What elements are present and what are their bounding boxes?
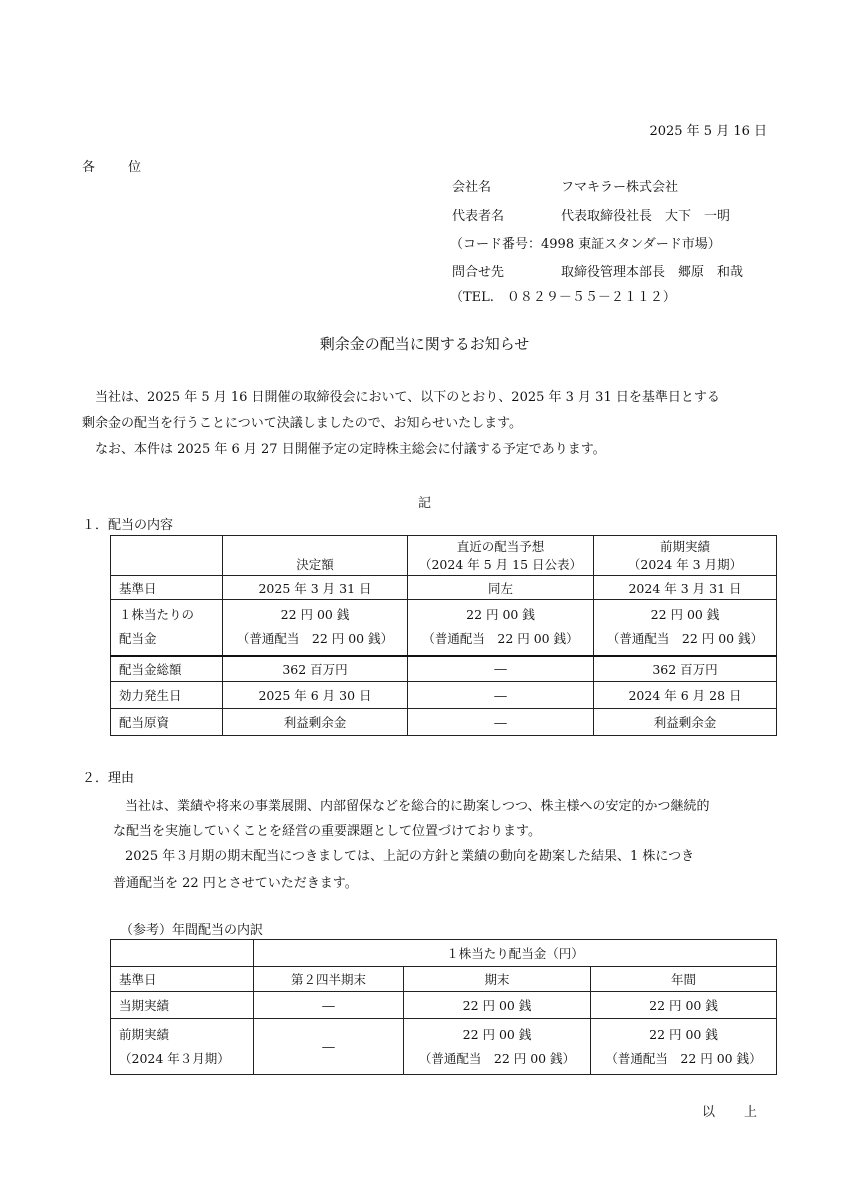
table-row <box>111 656 777 682</box>
row-label-previous <box>111 1019 254 1075</box>
col-forecast-title: 直近の配当予想 <box>456 538 545 554</box>
addressee: 各 位 <box>82 160 152 175</box>
cell-forecast: ― <box>408 682 594 709</box>
cell-forecast-ordinary: （普通配当 22 円 00 銭） <box>422 631 579 647</box>
section-2-heading: ２．理由 <box>82 771 135 786</box>
cell-decided: 2025 年 3 月 31 日 <box>223 576 408 600</box>
col-forecast <box>408 536 594 576</box>
cell-previous: 2024 年 6 月 28 日 <box>594 682 777 709</box>
col-q2: 第２四半期末 <box>254 967 404 992</box>
cell-decided-amount: 22 円 00 銭 <box>280 607 350 623</box>
cell-previous-amount: 22 円 00 銭 <box>650 607 720 623</box>
empty-header-cell <box>111 536 223 576</box>
reason-line-1: 当社は、業績や将来の事業展開、内部留保などを総合的に勘案しつつ、株主様への安定的かつ継続的 <box>125 799 710 814</box>
contact-label: 問合せ先 <box>452 265 505 280</box>
col-previous <box>594 536 777 576</box>
cell-previous: 2024 年 3 月 31 日 <box>594 576 777 600</box>
row-label-current: 当期実績 <box>111 992 254 1019</box>
annual-dividend-table <box>110 939 777 1075</box>
table-row <box>111 682 777 709</box>
cell-year-end <box>404 1019 591 1075</box>
col-previous-period: （2024 年 3 月期） <box>627 556 743 572</box>
cell-forecast <box>408 600 594 656</box>
reason-line-3: 2025 年３月期の期末配当につきましては、上記の方針と業績の動向を勘案した結果、1 株につき <box>125 849 695 864</box>
col-forecast-date: （2024 年 5 月 15 日公表） <box>418 556 583 572</box>
col-record-date: 基準日 <box>111 967 254 992</box>
intro-line-2: 剰余金の配当を行うことについて決議しましたので、お知らせいたします。 <box>82 416 523 431</box>
table-header-row <box>111 536 777 576</box>
col-previous-title: 前期実績 <box>659 538 710 554</box>
row-label-total: 配当金総額 <box>111 656 223 682</box>
reason-line-4: 普通配当を 22 円とさせていただきます。 <box>113 876 358 891</box>
table-header-row <box>111 940 777 967</box>
row-label-effective-date: 効力発生日 <box>111 682 223 709</box>
cell-previous-ordinary: （普通配当 22 円 00 銭） <box>606 631 764 647</box>
cell-decided: 利益剰余金 <box>223 709 408 736</box>
previous-label-2: （2024 年３月期） <box>119 1050 230 1066</box>
contact-value: 取締役管理本部長 郷原 和哉 <box>561 265 744 280</box>
table-row <box>111 576 777 600</box>
intro-line-3: なお、本件は 2025 年 6 月 27 日開催予定の定時株主総会に付議する予定であります。 <box>82 442 606 457</box>
table-row <box>111 709 777 736</box>
cell-decided: 2025 年 6 月 30 日 <box>223 682 408 709</box>
representative-value: 代表取締役社長 大下 一明 <box>561 209 731 224</box>
per-share-label-1: １株当たりの <box>119 607 195 623</box>
cell-year-end-amount: 22 円 00 銭 <box>462 1026 532 1042</box>
cell-q2: ― <box>254 1019 404 1075</box>
previous-label-1: 前期実績 <box>119 1026 170 1042</box>
group-header: １株当たり配当金（円） <box>254 940 777 967</box>
reference-caption: （参考）年間配当の内訳 <box>120 923 264 938</box>
row-label-source: 配当原資 <box>111 709 223 736</box>
stock-code: （コード番号：4998 東証スタンダード市場） <box>450 237 721 252</box>
document-title: 剰余金の配当に関するお知らせ <box>319 335 530 353</box>
table-row <box>111 600 777 656</box>
row-label-per-share <box>111 600 223 656</box>
col-annual: 年間 <box>591 967 777 992</box>
cell-previous: 利益剰余金 <box>594 709 777 736</box>
reason-line-2: な配当を実施していくことを経営の重要課題として位置づけております。 <box>113 824 541 839</box>
cell-annual <box>591 1019 777 1075</box>
cell-previous <box>594 600 777 656</box>
company-name-value: フマキラー株式会社 <box>561 180 679 195</box>
cell-forecast: ― <box>408 656 594 682</box>
telephone: （TEL. ０８２９－５５－２１１２） <box>450 290 676 305</box>
cell-year-end: 22 円 00 銭 <box>404 992 591 1019</box>
table-row <box>111 1019 777 1075</box>
empty-header-cell <box>111 940 254 967</box>
cell-decided <box>223 600 408 656</box>
table-row <box>111 992 777 1019</box>
cell-forecast: ― <box>408 709 594 736</box>
col-decided: 決定額 <box>223 536 408 576</box>
row-label-record-date: 基準日 <box>111 576 223 600</box>
col-year-end: 期末 <box>404 967 591 992</box>
cell-previous: 362 百万円 <box>594 656 777 682</box>
cell-q2: ― <box>254 992 404 1019</box>
cell-year-end-ordinary: （普通配当 22 円 00 銭） <box>418 1050 576 1066</box>
cell-annual-ordinary: （普通配当 22 円 00 銭） <box>605 1050 762 1066</box>
closing-mark: 以 上 <box>701 1105 765 1120</box>
intro-line-1: 当社は、2025 年 5 月 16 日開催の取締役会において、以下のとおり、2025 年 3 月 31 日を基準日とする <box>82 390 720 405</box>
company-name-label: 会社名 <box>452 180 492 195</box>
cell-decided-ordinary: （普通配当 22 円 00 銭） <box>236 631 394 647</box>
dividend-table <box>110 535 777 736</box>
representative-label: 代表者名 <box>452 209 505 224</box>
cell-decided: 362 百万円 <box>223 656 408 682</box>
cell-forecast-amount: 22 円 00 銭 <box>466 607 535 623</box>
cell-forecast: 同左 <box>408 576 594 600</box>
section-1-heading: １．配当の内容 <box>82 518 174 533</box>
per-share-label-2: 配当金 <box>119 631 157 647</box>
ki-mark: 記 <box>417 496 431 511</box>
document-date: 2025 年 5 月 16 日 <box>649 124 767 139</box>
cell-annual-amount: 22 円 00 銭 <box>649 1026 718 1042</box>
table-header-row <box>111 967 777 992</box>
cell-annual: 22 円 00 銭 <box>591 992 777 1019</box>
